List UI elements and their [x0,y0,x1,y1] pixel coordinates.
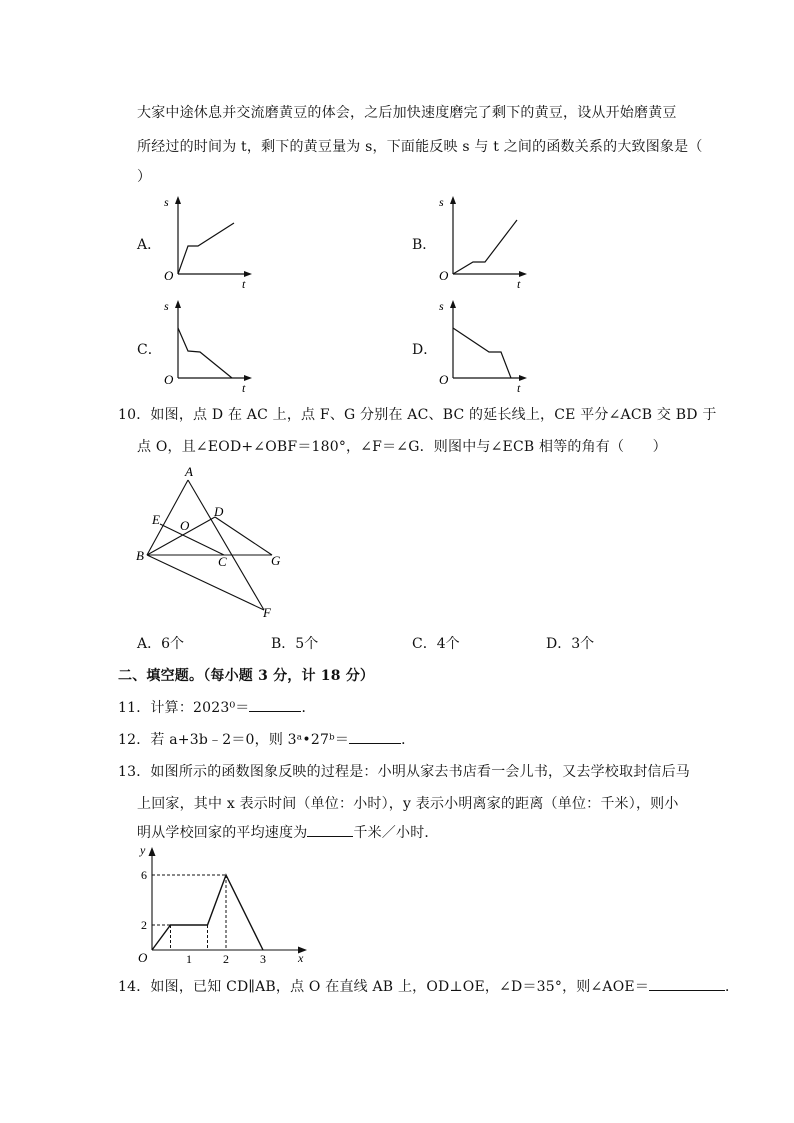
q14-text: 14．如图，已知 CD∥AB，点 O 在直线 AB 上，OD⊥OE，∠D＝35°，则∠AOE＝ [118,979,650,995]
q12 [118,729,415,749]
q13-series-line [152,875,263,950]
q9-graph-c [158,296,258,394]
q9b-xlabel: t [517,277,521,290]
q13-xtick-label: 1 [186,952,192,966]
q9-option-b-label: B． [412,237,437,253]
q13-line3a: 明从学校回家的平均速度为 [137,825,308,841]
q12-text: 12．若 a+3b﹣2＝0，则 3ᵃ•27ᵇ＝ [118,732,350,748]
q9-option-a-label: A． [137,237,162,253]
point-f-label: F [263,605,271,620]
q13-ytick-label: 6 [141,868,147,882]
q11-end: ． [301,700,316,716]
q11-text: 11．计算：2023⁰＝ [118,700,250,716]
q13-ytick-label: 2 [141,918,147,932]
q13-function-graph [132,842,312,970]
point-c-label: C [218,554,227,569]
q14-end: ． [725,979,740,995]
q9c-xlabel: t [242,381,246,394]
q13-xlabel: x [298,951,304,965]
q9-option-c-label: C． [137,342,162,358]
q13-xtick-label: 2 [223,952,229,966]
q12-end: ． [401,732,416,748]
q13-line1: 13．如图所示的函数图象反映的过程是：小明从家去书店看一会儿书，又去学校取封信后马 [118,764,691,780]
q11 [118,697,316,717]
q9b-origin: O [439,268,449,283]
q14-answer-blank[interactable] [649,978,725,991]
q9-line1: 大家中途休息并交流磨黄豆的体会，之后加快速度磨完了剩下的黄豆，设从开始磨黄豆 [137,105,677,121]
q13-line2: 上回家，其中 x 表示时间（单位：小时），y 表示小明离家的距离（单位：千米），则小 [137,796,679,812]
q14 [118,976,739,996]
q13-line3 [137,822,439,842]
point-b-label: B [136,548,144,563]
q10-line2: 点 O，且∠EOD+∠OBF＝180°，∠F＝∠G．则图中与∠ECB 相等的角有（ ） [137,439,667,455]
q9c-origin: O [164,372,174,387]
q9-line2: 所经过的时间为 t，剩下的黄豆量为 s，下面能反映 s 与 t 之间的函数关系的大致图象是（ [137,139,703,155]
q9-line3: ） [137,169,152,185]
q9-graph-a [158,192,258,290]
q11-answer-blank[interactable] [249,699,301,712]
q10-line1: 10．如图，点 D 在 AC 上，点 F、G 分别在 AC、BC 的延长线上，CE 平分∠ACB 交 BD 于 [118,407,717,423]
q9-graph-d [433,296,533,394]
q9a-ylabel: s [164,195,169,209]
q10-choice-a: A．6个 [137,636,185,652]
q12-answer-blank[interactable] [349,731,401,744]
q10-choice-b: B．5个 [271,636,319,652]
point-g-label: G [271,553,281,568]
q10-choice-c: C．4个 [412,636,460,652]
q9a-origin: O [164,268,174,283]
q9c-ylabel: s [164,299,169,313]
q13-ylabel: y [140,843,146,857]
q9a-xlabel: t [242,277,246,290]
point-e-label: E [152,512,160,527]
q10-geometry-figure [130,462,300,624]
q13-line3b: 千米／小时． [353,825,439,841]
q10-choice-d: D．3个 [546,636,595,652]
q9d-ylabel: s [439,299,444,313]
q13-answer-blank[interactable] [307,824,353,837]
q9b-ylabel: s [439,195,444,209]
section-2-title: 二、填空题。（每小题 3 分，计 18 分） [118,668,375,684]
q13-xtick-label: 3 [260,952,266,966]
q9-option-d-label: D． [412,342,438,358]
point-o-label: O [180,518,190,533]
q9d-xlabel: t [517,381,521,394]
q9d-origin: O [439,372,449,387]
point-a-label: A [185,464,193,479]
q13-origin: O [138,950,148,965]
q9-graph-b [433,192,533,290]
point-d-label: D [214,504,224,519]
